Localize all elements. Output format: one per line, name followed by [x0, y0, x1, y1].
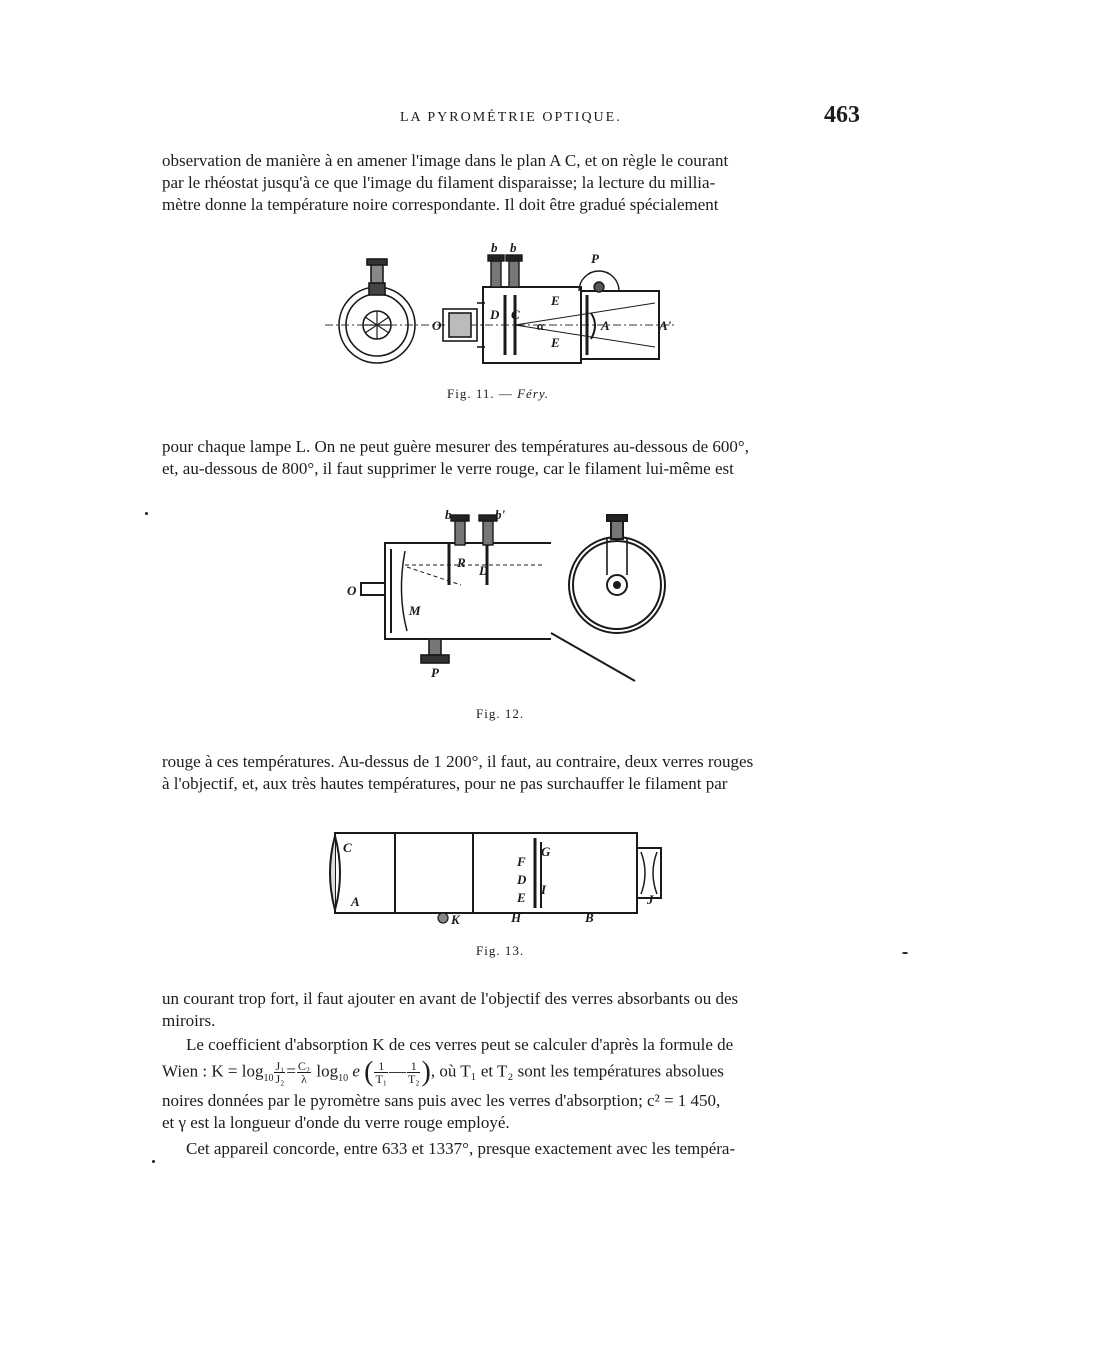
- formula-lead: Wien : K = log: [162, 1061, 264, 1081]
- fraction-t2: $\frac{1}{\text{T₂}}$: [407, 1059, 420, 1086]
- paren-close: ): [421, 1056, 431, 1088]
- label-d: D: [517, 872, 527, 887]
- figure-13-drawing: [325, 828, 675, 928]
- label-h: H: [511, 910, 522, 925]
- paragraph-4: [162, 988, 854, 1032]
- label-b: B: [585, 910, 594, 925]
- page-header: [160, 102, 860, 132]
- knob-p: [421, 639, 449, 663]
- label-m: M: [409, 603, 421, 618]
- terminal-posts: [451, 515, 497, 545]
- end-view-wheel: [339, 259, 415, 363]
- label-b1: b: [491, 240, 498, 255]
- running-head: LA PYROMÉTRIE OPTIQUE.: [400, 110, 622, 125]
- label-i: I: [541, 882, 547, 897]
- caption-prefix: Fig. 11. —: [447, 386, 513, 401]
- tube-body: [330, 833, 661, 913]
- figure-13-caption: Fig. 13.: [476, 943, 525, 958]
- print-speck: [145, 512, 148, 515]
- paragraph-5: [162, 1034, 854, 1134]
- page-number: 463: [824, 102, 860, 128]
- terminal-posts: [488, 255, 522, 287]
- label-k: K: [451, 912, 460, 927]
- label-e: E: [517, 890, 526, 905]
- paragraph-3: [162, 751, 854, 795]
- text-line: un courant trop fort, il faut ajouter en avant de l'objectif des verres absorbants ou des: [162, 989, 739, 1008]
- minus-sign: —: [388, 1061, 406, 1081]
- label-a-prime: A': [659, 318, 672, 333]
- label-c: C: [511, 307, 520, 322]
- text-line: Cet appareil concorde, entre 633 et 1337°, presque exactement avec les tempéra-: [186, 1139, 736, 1158]
- text-line: pour chaque lampe L. On ne peut guère mesurer des températures au-dessous de 600°,: [162, 437, 749, 456]
- label-p: P: [431, 665, 439, 680]
- print-speck: [902, 952, 908, 954]
- label-r: R: [457, 555, 466, 570]
- text-line: par le rhéostat jusqu'à ce que l'image du filament disparaisse; la lecture du millia-: [162, 173, 716, 192]
- label-a: A: [351, 894, 360, 909]
- formula-e: e: [352, 1061, 360, 1081]
- text-line: Le coefficient d'absorption K de ces verres peut se calculer d'après la formule de: [186, 1035, 734, 1054]
- label-a: A: [601, 318, 610, 333]
- label-g: G: [541, 844, 551, 859]
- knob-k: [438, 913, 448, 923]
- text-line: rouge à ces températures. Au-dessus de 1 200°, il faut, au contraire, deux verres rouges: [162, 752, 754, 771]
- knob-p: [579, 271, 619, 292]
- wien-formula-line: [162, 1056, 854, 1090]
- label-d: D: [479, 563, 489, 578]
- side-view-body: [361, 543, 635, 681]
- text-line: noires données par le pyromètre sans puis avec les verres d'absorption; c² = 1 450,: [162, 1090, 721, 1110]
- fraction-j: $\frac{\text{J₁}}{\text{J₂}}$: [275, 1059, 285, 1086]
- label-o: O: [432, 318, 442, 333]
- paren-open: (: [364, 1056, 374, 1088]
- formula-tail: , où T₁ et T₂ sont les températures absolues: [430, 1061, 724, 1081]
- figure-12-drawing: [345, 505, 665, 690]
- text-line: à l'objectif, et, aux très hautes températures, pour ne pas surchauffer le filament par: [162, 774, 728, 793]
- paragraph-1: [162, 150, 854, 216]
- label-alpha: α: [537, 318, 545, 333]
- label-d: D: [490, 307, 500, 322]
- paragraph-2: [162, 436, 854, 480]
- text-line: et γ est la longueur d'onde du verre rouge employé.: [162, 1112, 510, 1132]
- figure-11-caption: [447, 386, 549, 402]
- label-c: C: [343, 840, 352, 855]
- label-j: J: [647, 892, 654, 907]
- label-b-prime: b': [495, 507, 506, 522]
- eyepiece: [443, 303, 485, 347]
- label-b2: b: [510, 240, 517, 255]
- label-b: b: [445, 507, 452, 522]
- equals-sign: =: [286, 1061, 296, 1081]
- formula-sub: 10: [338, 1072, 349, 1084]
- text-line: et, au-dessous de 800°, il faut supprimer le verre rouge, car le filament lui-même est: [162, 459, 734, 478]
- caption-author: Féry.: [517, 386, 550, 401]
- paragraph-6: [162, 1138, 854, 1160]
- formula-log: log: [316, 1061, 339, 1081]
- label-e-bottom: E: [551, 335, 560, 350]
- label-p: P: [591, 251, 599, 266]
- formula-sub: 10: [263, 1072, 274, 1084]
- label-e-top: E: [551, 293, 560, 308]
- label-o: O: [347, 583, 357, 598]
- fraction-t1: $\frac{1}{\text{T₁}}$: [375, 1059, 387, 1086]
- figure-11-drawing: [325, 240, 725, 373]
- text-line: mètre donne la température noire correspondante. Il doit être gradué spécialement: [162, 195, 719, 214]
- label-f: F: [517, 854, 526, 869]
- print-speck: [152, 1160, 155, 1163]
- text-line: observation de manière à en amener l'image dans le plan A C, et on règle le courant: [162, 151, 729, 170]
- figure-12-caption: Fig. 12.: [476, 706, 525, 721]
- text-line: miroirs.: [162, 1011, 216, 1030]
- end-view-disc: [569, 515, 665, 633]
- fraction-c: $\frac{\text{C₂}}{\lambda}$: [297, 1059, 311, 1086]
